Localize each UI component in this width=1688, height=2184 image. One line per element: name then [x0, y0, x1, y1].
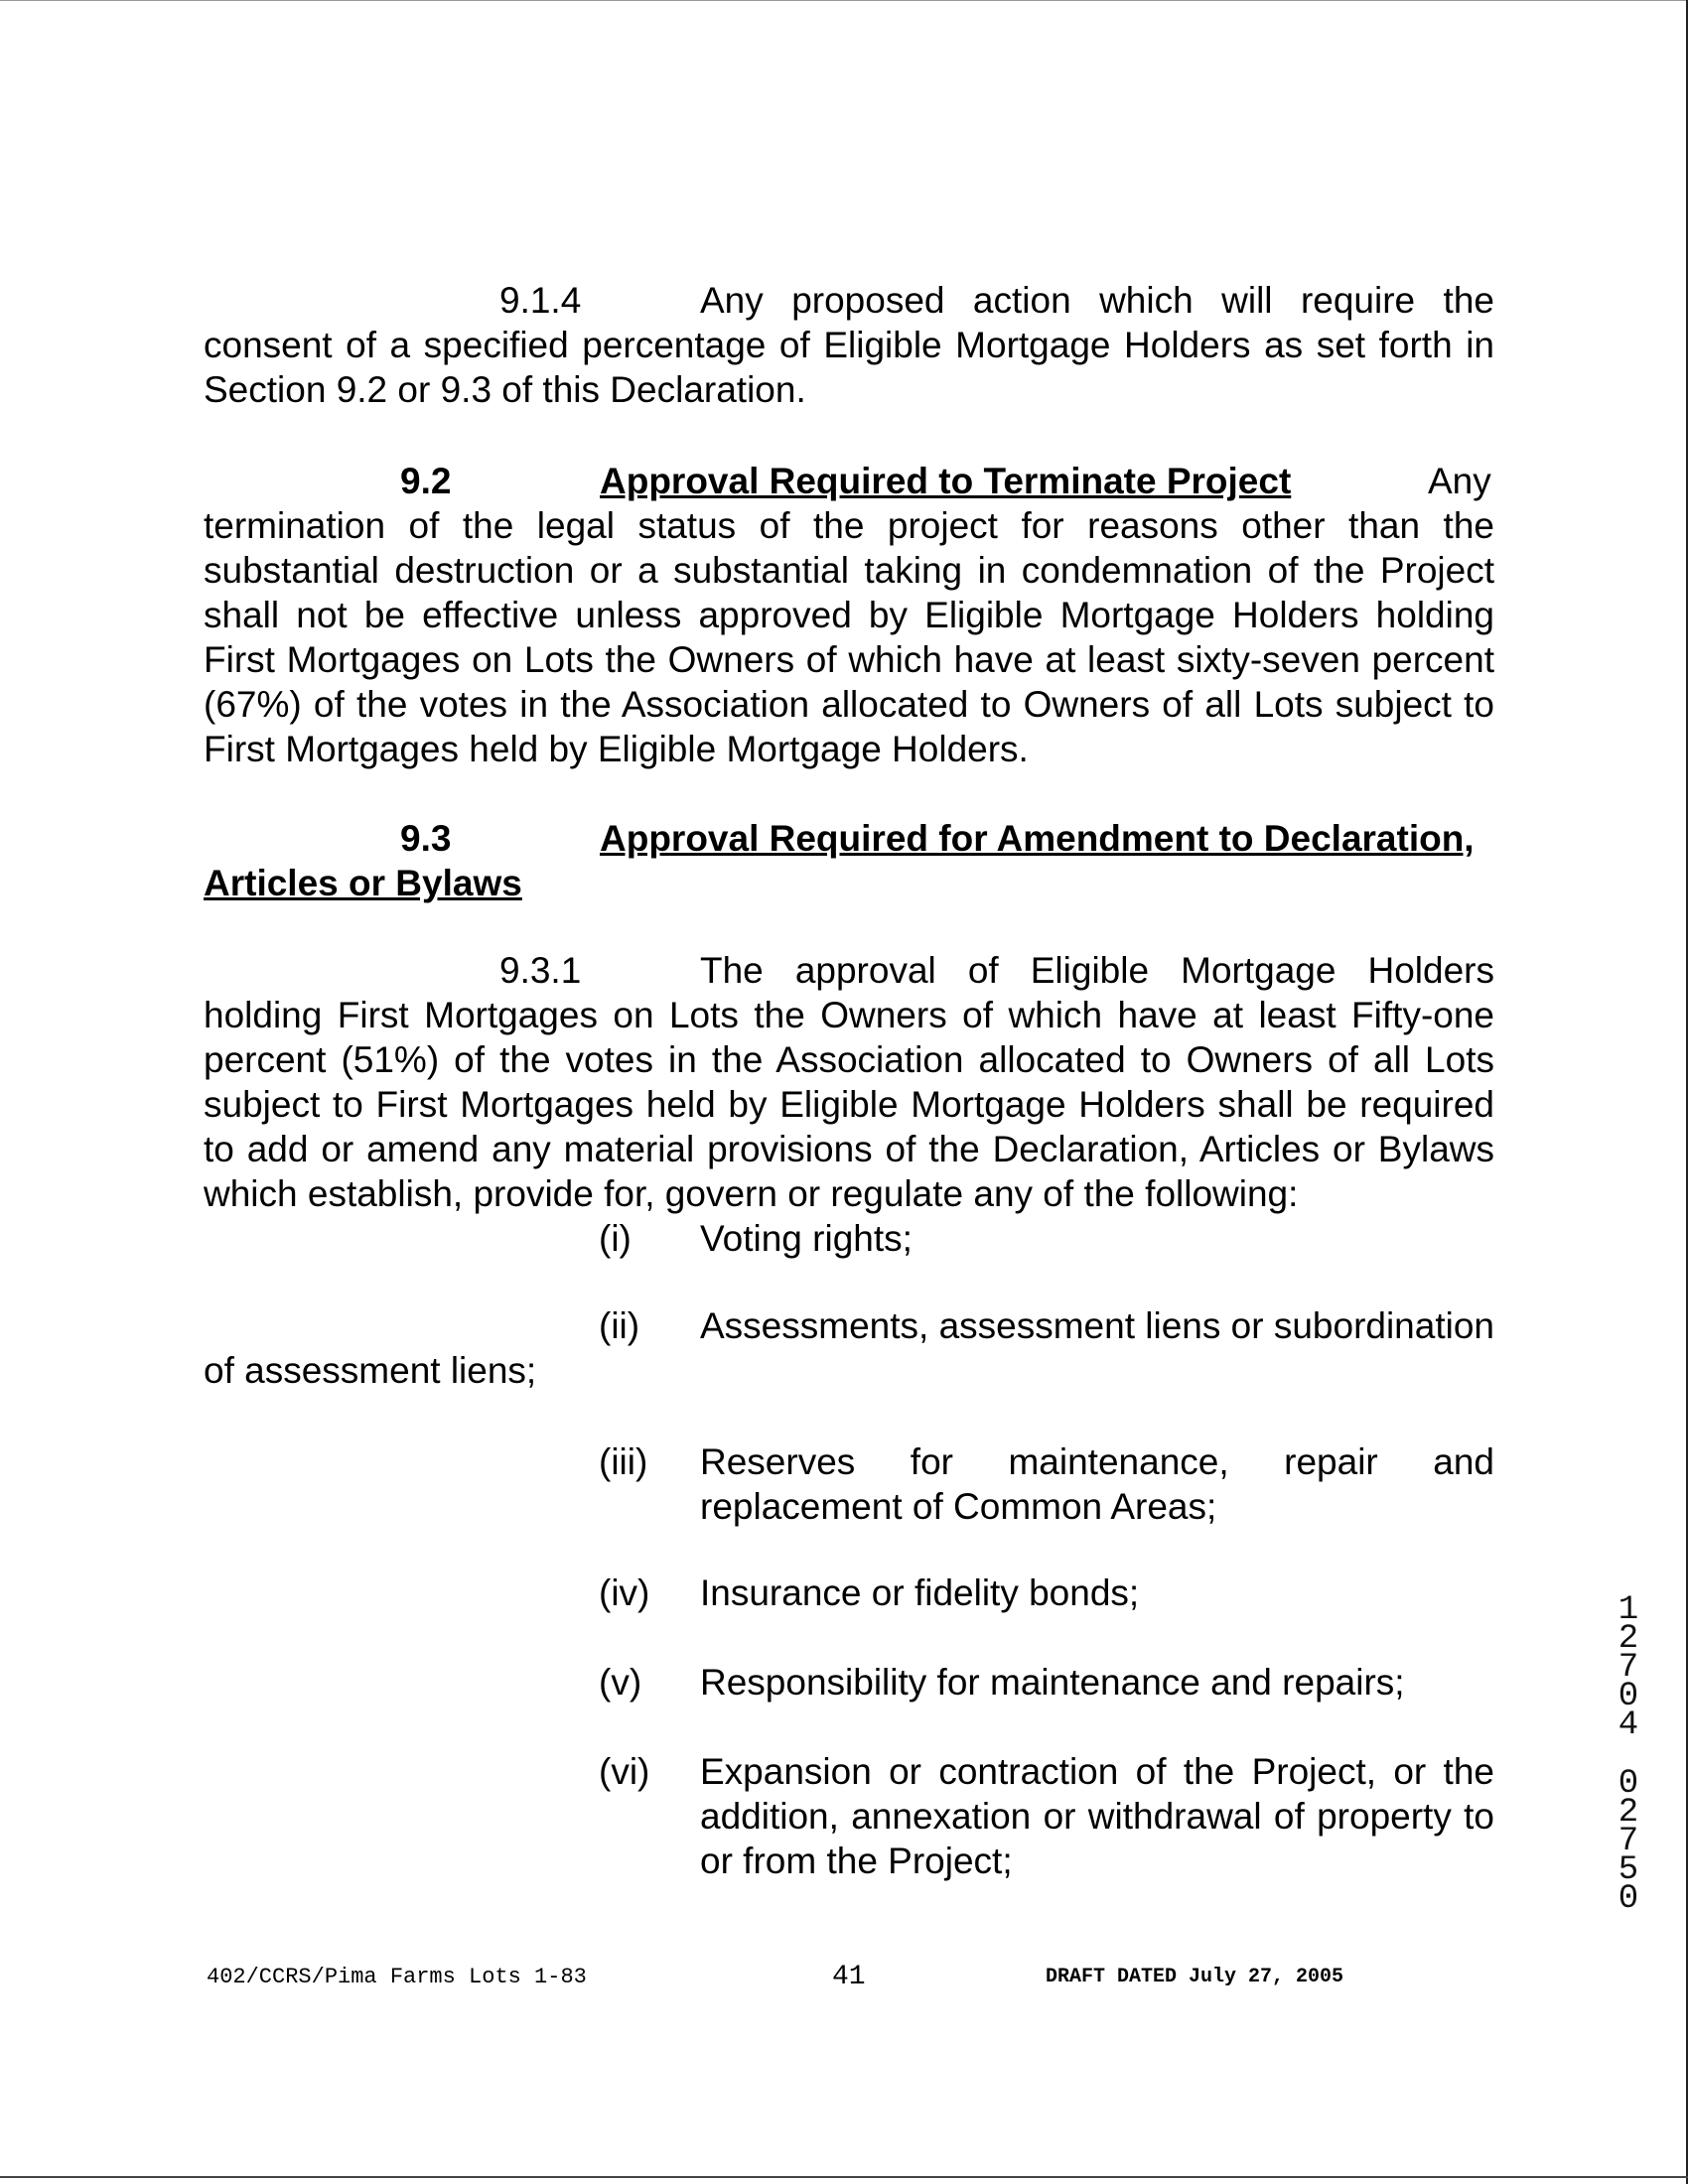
section-9-3-title-line2: Articles or Bylaws — [204, 863, 522, 903]
section-9-1-4-number: 9.1.4 — [499, 280, 582, 321]
list-item-v-text: Responsibility for maintenance and repairs; — [700, 1662, 1405, 1703]
section-9-3-1-number: 9.3.1 — [499, 950, 582, 991]
footer-draft-date: DRAFT DATED July 27, 2005 — [1046, 1966, 1344, 1988]
stamp-digit: 5 — [1618, 1851, 1639, 1889]
section-9-2-title: Approval Required to Terminate Project — [600, 461, 1292, 501]
section-9-2-text: termination of the legal status of the project for reasons other than the substantial destruction or a substantial taking in condemnation of the Project shall not be effective unless approved by Eligible Mortgage Holders holding First Mortgages on Lots the Owners of which have at least sixty-seven percent (67%) of the votes in the Association allocated to Owners of all Lots subject to First Mortgages held by Eligible Mortgage Holders. — [204, 505, 1494, 769]
section-9-3-1-body — [204, 993, 1494, 1216]
stamp-digit: 1 — [1618, 1591, 1639, 1629]
footer-file-reference: 402/CCRS/Pima Farms Lots 1-83 — [207, 1965, 587, 1989]
list-item-vi-text: Expansion or contraction of the Project, or the addition, annexation or withdrawal of property to or from the Project; — [700, 1751, 1494, 1881]
page-bottom-edge — [0, 2176, 1688, 2178]
section-9-3-number: 9.3 — [400, 818, 452, 859]
section-9-1-4-text: consent of a specified percentage of Eligible Mortgage Holders as set forth in Section 9.2 or 9.3 of this Declaration. — [204, 325, 1494, 410]
section-9-3-1-line1: The approval of Eligible Mortgage Holders — [700, 950, 1494, 991]
recording-stamp — [1614, 1591, 1643, 1918]
page-top-edge — [0, 0, 1688, 1]
list-item-iv-text: Insurance or fidelity bonds; — [700, 1572, 1140, 1613]
list-item-v-number: (v) — [599, 1662, 642, 1703]
list-item-i-text: Voting rights; — [700, 1218, 913, 1259]
stamp-digit: 0 — [1618, 1880, 1639, 1918]
section-9-1-4-line1: Any proposed action which will require the — [700, 280, 1494, 321]
list-item-ii-number: (ii) — [599, 1305, 640, 1346]
list-item-i-number: (i) — [599, 1218, 632, 1259]
section-9-1-4-body — [204, 323, 1494, 412]
section-9-2-body — [204, 503, 1494, 771]
list-item-ii-continuation: of assessment liens; — [204, 1350, 537, 1391]
section-9-3-1-text: holding First Mortgages on Lots the Owners of which have at least Fifty-one percent (51%) of the votes in the Association allocated to Owners of all Lots subject to First Mortgages held by Eligible Mortgage Holders shall be required to add or amend any material provisions of the Declaration, Articles or Bylaws which establish, provide for, govern or regulate any of the following: — [204, 995, 1494, 1214]
section-9-2-lead: Any — [1428, 461, 1491, 501]
list-item-iii-text: Reserves for maintenance, repair and replacement of Common Areas; — [700, 1441, 1494, 1527]
stamp-digit: 2 — [1618, 1794, 1639, 1832]
stamp-digit: 0 — [1618, 1678, 1639, 1715]
list-item-iv-number: (iv) — [599, 1572, 650, 1613]
list-item-iii-number: (iii) — [599, 1441, 648, 1482]
stamp-digit: 2 — [1618, 1620, 1639, 1658]
list-item-vi-number: (vi) — [599, 1751, 650, 1792]
stamp-digit: 0 — [1618, 1765, 1639, 1803]
stamp-digit: 7 — [1618, 1649, 1639, 1687]
stamp-digit: 7 — [1618, 1823, 1639, 1860]
footer-page-number: 41 — [832, 1962, 866, 1992]
stamp-digit: 4 — [1618, 1706, 1639, 1744]
section-9-3-title-line1: Approval Required for Amendment to Declaration, — [600, 818, 1475, 859]
list-item-ii-text: Assessments, assessment liens or subordination — [700, 1305, 1494, 1346]
section-9-2-number: 9.2 — [400, 461, 452, 501]
